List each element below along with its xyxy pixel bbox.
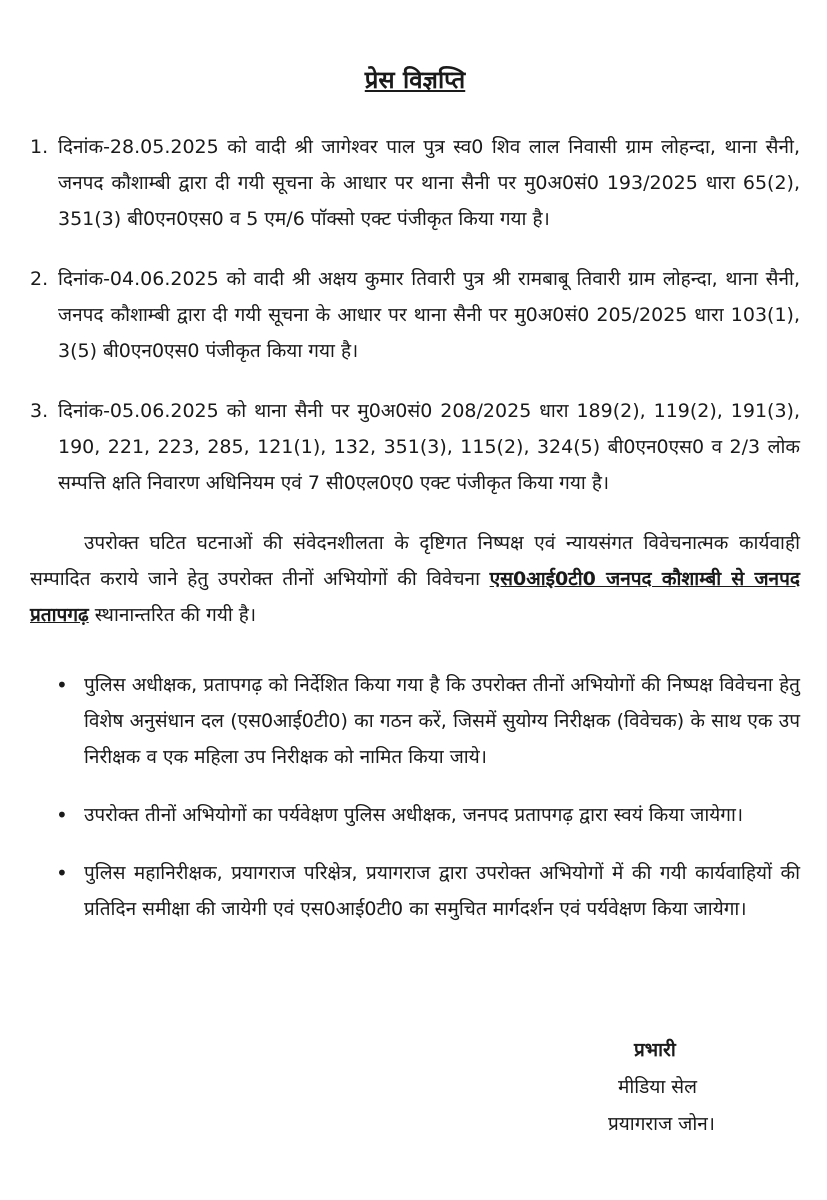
numbered-item-1 [30,129,800,237]
bullet-icon: • [56,802,68,827]
signature-title: प्रभारी [633,1039,676,1061]
item-number: 3. [30,399,49,422]
item-number: 2. [30,267,49,290]
bullet-text: पुलिस महानिरीक्षक, प्रयागराज परिक्षेत्र, प्रयागराज द्वारा उपरोक्त अभियोगों में की गयी कार्यवाहियों की प्रतिदिन समीक्षा की जायेगी एवं एस0आई0टी0 का समुचित मार्गदर्शन एवं पर्यवेक्षण किया जायेगा। [84,861,800,920]
bullet-icon: • [56,672,68,697]
signature-department: मीडिया सेल [617,1076,698,1098]
summary-paragraph [30,525,800,633]
item-number: 1. [30,135,49,158]
signature-block [608,1032,715,1143]
paragraph-text-after: स्थानान्तरित की गयी है। [88,603,257,626]
bullet-item-1 [30,667,800,775]
bullet-text: उपरोक्त तीनों अभियोगों का पर्यवेक्षण पुलिस अधीक्षक, जनपद प्रतापगढ़ द्वारा स्वयं किया जायेगा। [84,803,744,826]
item-text: दिनांक-28.05.2025 को वादी श्री जागेश्वर पाल पुत्र स्व0 शिव लाल निवासी ग्राम लोहन्दा, थाना सैनी, जनपद कौशाम्बी द्वारा दी गयी सूचना के आधार पर थाना सैनी पर मु0अ0सं0 193/2025 धारा 65(2), 351(3) बी0एन0एस0 व 5 एम/6 पॉक्सो एक्ट पंजीकृत किया गया है। [58,135,800,230]
item-text: दिनांक-04.06.2025 को वादी श्री अक्षय कुमार तिवारी पुत्र श्री रामबाबू तिवारी ग्राम लोहन्दा, थाना सैनी, जनपद कौशाम्बी द्वारा दी गयी सूचना के आधार पर थाना सैनी पर मु0अ0सं0 205/2025 धारा 103(1), 3(5) बी0एन0एस0 पंजीकृत किया गया है। [58,267,800,362]
bullet-item-3 [30,855,800,927]
item-text: दिनांक-05.06.2025 को थाना सैनी पर मु0अ0सं0 208/2025 धारा 189(2), 119(2), 191(3), 190, 221, 223, 285, 121(1), 132, 351(3), 115(2), 324(5) बी0एन0एस0 व 2/3 लोक सम्पत्ति क्षति निवारण अधिनियम एवं 7 सी0एल0ए0 एक्ट पंजीकृत किया गया है। [58,399,800,494]
paragraph-text-before: उपरोक्त घटित घटनाओं की संवेदनशीलता के दृष्टिगत निष्पक्ष एवं न्यायसंगत विवेचनात्मक कार्यवाही सम्पादित कराये जाने हेतु उपरोक्त तीनों अभियोगों की विवेचना [30,531,800,590]
numbered-item-3 [30,393,800,501]
numbered-item-2 [30,261,800,369]
bullet-item-2 [30,797,800,833]
bullet-text: पुलिस अधीक्षक, प्रतापगढ़ को निर्देशित किया गया है कि उपरोक्त तीनों अभियोगों की निष्पक्ष विवेचना हेतु विशेष अनुसंधान दल (एस0आई0टी0) का गठन करें, जिसमें सुयोग्य निरीक्षक (विवेचक) के साथ एक उप निरीक्षक व एक महिला उप निरीक्षक को नामित किया जाये। [84,673,800,768]
page-title: प्रेस विज्ञप्ति [364,66,466,94]
paragraph-highlight: एस0आई0टी0 जनपद कौशाम्बी से जनपद प्रतापगढ़ [30,567,800,626]
signature-zone: प्रयागराज जोन। [607,1113,715,1135]
bullet-icon: • [56,860,68,885]
